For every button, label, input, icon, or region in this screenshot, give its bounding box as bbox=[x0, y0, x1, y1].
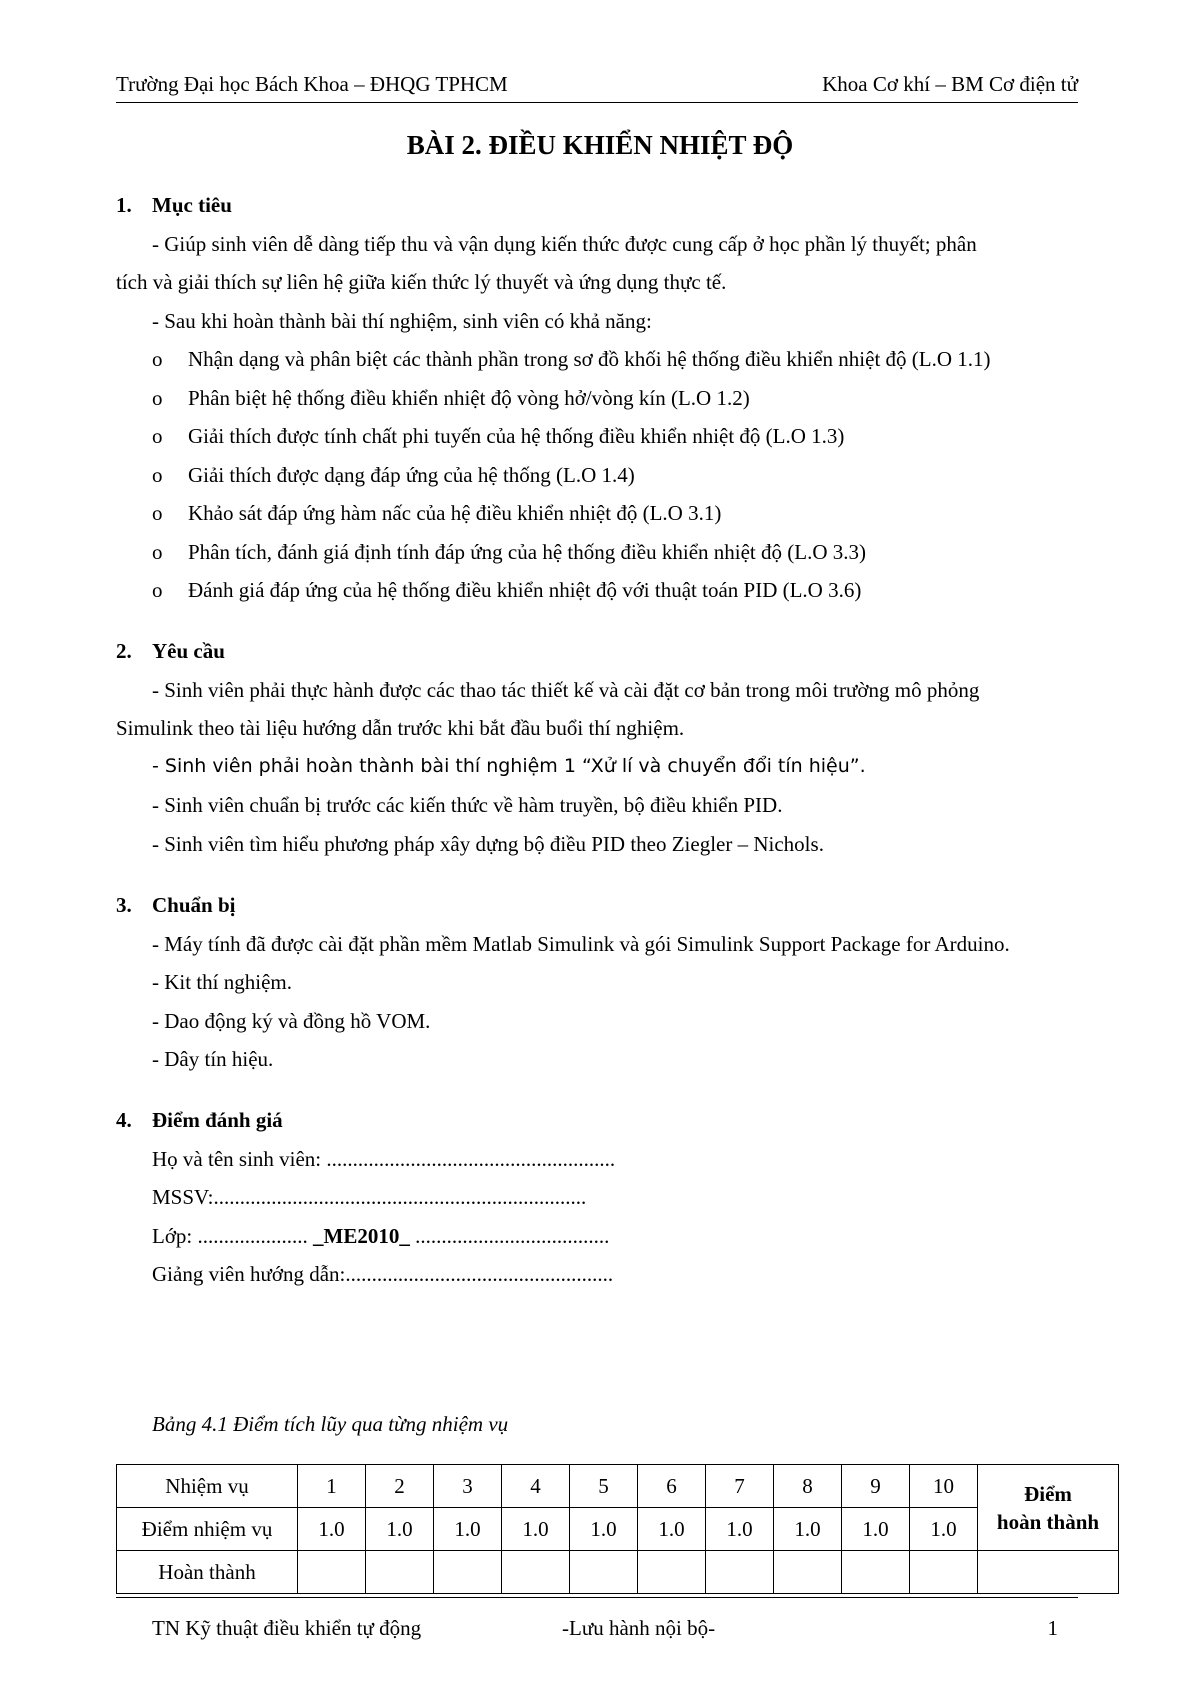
header-department: Khoa Cơ khí – BM Cơ điện tử bbox=[822, 72, 1078, 96]
bullet-text: Nhận dạng và phân biệt các thành phần trong sơ đồ khối hệ thống điều khiển nhiệt độ (L.O 1.1) bbox=[188, 347, 991, 371]
objective-paragraph-line2: tích và giải thích sự liên hệ giữa kiến thức lý thuyết và ứng dụng thực tế. bbox=[116, 270, 727, 294]
requirement-item: - Sinh viên chuẩn bị trước các kiến thức về hàm truyền, bộ điều khiển PID. bbox=[152, 793, 783, 817]
table-row-label: Hoàn thành bbox=[117, 1551, 298, 1594]
bullet-marker: o bbox=[152, 347, 163, 371]
task-score-cell: 1.0 bbox=[570, 1508, 638, 1551]
completion-cell bbox=[774, 1551, 842, 1594]
task-number-cell: 1 bbox=[298, 1465, 366, 1508]
section-title: Chuẩn bị bbox=[152, 893, 236, 917]
bullet-marker: o bbox=[152, 424, 163, 448]
completion-cell bbox=[298, 1551, 366, 1594]
task-number-cell: 10 bbox=[910, 1465, 978, 1508]
completion-cell bbox=[910, 1551, 978, 1594]
table-row bbox=[117, 1551, 1119, 1594]
completion-cell bbox=[366, 1551, 434, 1594]
task-number-cell: 8 bbox=[774, 1465, 842, 1508]
preparation-item: - Dây tín hiệu. bbox=[152, 1047, 274, 1071]
class-field-suffix: ..................................... bbox=[409, 1224, 610, 1248]
class-value: _ME2010_ bbox=[313, 1224, 410, 1248]
requirement-paragraph-line1: - Sinh viên phải thực hành được các thao tác thiết kế và cài đặt cơ bản trong môi trường mô phỏng bbox=[152, 678, 980, 702]
table-row-label: Nhiệm vụ bbox=[117, 1465, 298, 1508]
class-field-prefix: Lớp: ..................... bbox=[152, 1224, 314, 1248]
instructor-field: Giảng viên hướng dẫn:................................................... bbox=[152, 1262, 614, 1286]
completion-cell bbox=[842, 1551, 910, 1594]
completion-cell bbox=[706, 1551, 774, 1594]
bullet-text: Giải thích được dạng đáp ứng của hệ thống (L.O 1.4) bbox=[188, 463, 635, 487]
bullet-marker: o bbox=[152, 540, 163, 564]
task-score-cell: 1.0 bbox=[842, 1508, 910, 1551]
final-score-header-line2: hoàn thành bbox=[996, 1509, 1100, 1534]
class-field bbox=[152, 1224, 609, 1249]
bullet-marker: o bbox=[152, 463, 163, 487]
section-number: 2. bbox=[116, 639, 132, 663]
task-score-cell: 1.0 bbox=[434, 1508, 502, 1551]
task-number-cell: 7 bbox=[706, 1465, 774, 1508]
completion-cell bbox=[570, 1551, 638, 1594]
section-number: 1. bbox=[116, 193, 132, 217]
bullet-text: Khảo sát đáp ứng hàm nấc của hệ điều khiển nhiệt độ (L.O 3.1) bbox=[188, 501, 722, 525]
student-name-field: Họ và tên sinh viên: ....................................................... bbox=[152, 1147, 616, 1171]
task-score-cell: 1.0 bbox=[502, 1508, 570, 1551]
header-university: Trường Đại học Bách Khoa – ĐHQG TPHCM bbox=[116, 72, 508, 96]
page-title: BÀI 2. ĐIỀU KHIỂN NHIỆT ĐỘ bbox=[406, 130, 794, 160]
completion-cell bbox=[502, 1551, 570, 1594]
section-2-heading bbox=[116, 639, 225, 664]
completion-cell bbox=[434, 1551, 502, 1594]
task-score-cell: 1.0 bbox=[774, 1508, 842, 1551]
bullet-text: Giải thích được tính chất phi tuyến của hệ thống điều khiển nhiệt độ (L.O 1.3) bbox=[188, 424, 845, 448]
table-row bbox=[117, 1508, 1119, 1551]
section-title: Yêu cầu bbox=[152, 639, 225, 663]
table-row-label: Điểm nhiệm vụ bbox=[117, 1508, 298, 1551]
requirement-paragraph-line2: Simulink theo tài liệu hướng dẫn trước khi bắt đầu buổi thí nghiệm. bbox=[116, 716, 685, 740]
section-title: Mục tiêu bbox=[152, 193, 232, 217]
task-number-cell: 2 bbox=[366, 1465, 434, 1508]
page-number: 1 bbox=[1047, 1616, 1058, 1640]
bullet-text: Phân biệt hệ thống điều khiển nhiệt độ vòng hở/vòng kín (L.O 1.2) bbox=[188, 386, 750, 410]
final-score-cell bbox=[978, 1551, 1119, 1594]
page-header bbox=[116, 72, 1078, 103]
preparation-item: - Dao động ký và đồng hồ VOM. bbox=[152, 1009, 431, 1033]
task-number-cell: 6 bbox=[638, 1465, 706, 1508]
section-3-heading bbox=[116, 893, 235, 918]
task-score-cell: 1.0 bbox=[910, 1508, 978, 1551]
objective-paragraph-line1: - Giúp sinh viên dễ dàng tiếp thu và vận dụng kiến thức được cung cấp ở học phần lý thuyết; phân bbox=[152, 232, 977, 256]
requirement-item: - Sinh viên tìm hiểu phương pháp xây dựng bộ điều PID theo Ziegler – Nichols. bbox=[152, 832, 824, 856]
bullet-text: Phân tích, đánh giá định tính đáp ứng của hệ thống điều khiển nhiệt độ (L.O 3.3) bbox=[188, 540, 866, 564]
section-title: Điểm đánh giá bbox=[152, 1108, 283, 1132]
task-score-cell: 1.0 bbox=[366, 1508, 434, 1551]
task-number-cell: 3 bbox=[434, 1465, 502, 1508]
preparation-item: - Máy tính đã được cài đặt phần mềm Matlab Simulink và gói Simulink Support Package for Arduino. bbox=[152, 932, 1010, 956]
bullet-marker: o bbox=[152, 386, 163, 410]
preparation-item: - Kit thí nghiệm. bbox=[152, 970, 292, 994]
requirement-item: - Sinh viên phải hoàn thành bài thí nghiệm 1 “Xử lí và chuyển đổi tín hiệu”. bbox=[152, 755, 866, 777]
task-score-cell: 1.0 bbox=[638, 1508, 706, 1551]
section-number: 4. bbox=[116, 1108, 132, 1132]
footer-course: TN Kỹ thuật điều khiển tự động bbox=[152, 1616, 422, 1640]
task-number-cell: 5 bbox=[570, 1465, 638, 1508]
completion-cell bbox=[638, 1551, 706, 1594]
final-score-header bbox=[978, 1465, 1119, 1551]
table-row bbox=[117, 1465, 1119, 1508]
bullet-marker: o bbox=[152, 578, 163, 602]
objective-intro: - Sau khi hoàn thành bài thí nghiệm, sinh viên có khả năng: bbox=[152, 309, 652, 333]
student-id-field: MSSV:....................................................................... bbox=[152, 1185, 587, 1209]
section-4-heading bbox=[116, 1108, 283, 1133]
bullet-text: Đánh giá đáp ứng của hệ thống điều khiển nhiệt độ với thuật toán PID (L.O 3.6) bbox=[188, 578, 862, 602]
bullet-marker: o bbox=[152, 501, 163, 525]
table-caption: Bảng 4.1 Điểm tích lũy qua từng nhiệm vụ bbox=[152, 1412, 509, 1436]
task-score-cell: 1.0 bbox=[706, 1508, 774, 1551]
task-number-cell: 9 bbox=[842, 1465, 910, 1508]
section-1-heading bbox=[116, 193, 232, 218]
section-number: 3. bbox=[116, 893, 132, 917]
task-score-cell: 1.0 bbox=[298, 1508, 366, 1551]
footer-note: -Lưu hành nội bộ- bbox=[562, 1616, 716, 1640]
final-score-header-line1: Điểm bbox=[1024, 1481, 1072, 1506]
task-number-cell: 4 bbox=[502, 1465, 570, 1508]
page-footer bbox=[116, 1597, 1078, 1640]
score-table bbox=[116, 1464, 1119, 1594]
